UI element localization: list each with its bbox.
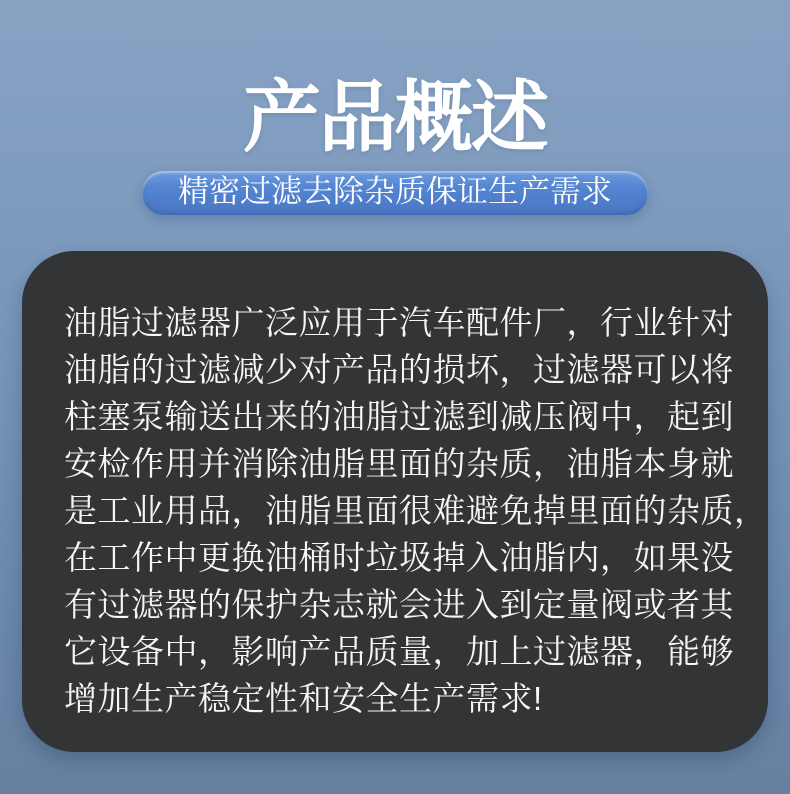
- description-line: 是工业用品，油脂里面很难避免掉里面的杂质，: [64, 492, 768, 529]
- page-title: 产品概述: [242, 73, 547, 161]
- description-card: [22, 251, 768, 752]
- description-line: 它设备中，影响产品质量，加上过滤器，能够: [64, 633, 734, 670]
- description-line: 增加生产稳定性和安全生产需求!: [64, 680, 543, 717]
- description-line: 安检作用并消除油脂里面的杂质，油脂本身就: [64, 445, 734, 482]
- subtitle-badge: 精密过滤去除杂质保证生产需求: [142, 171, 648, 215]
- description-line: 柱塞泵输送出来的油脂过滤到减压阀中，起到: [64, 398, 734, 435]
- description-line: 油脂的过滤减少对产品的损坏，过滤器可以将: [64, 351, 734, 388]
- description-line: 有过滤器的保护杂志就会进入到定量阀或者其: [64, 586, 734, 623]
- description-line: 油脂过滤器广泛应用于汽车配件厂，行业针对: [64, 304, 734, 341]
- description-line: 在工作中更换油桶时垃圾掉入油脂内，如果没: [64, 539, 734, 576]
